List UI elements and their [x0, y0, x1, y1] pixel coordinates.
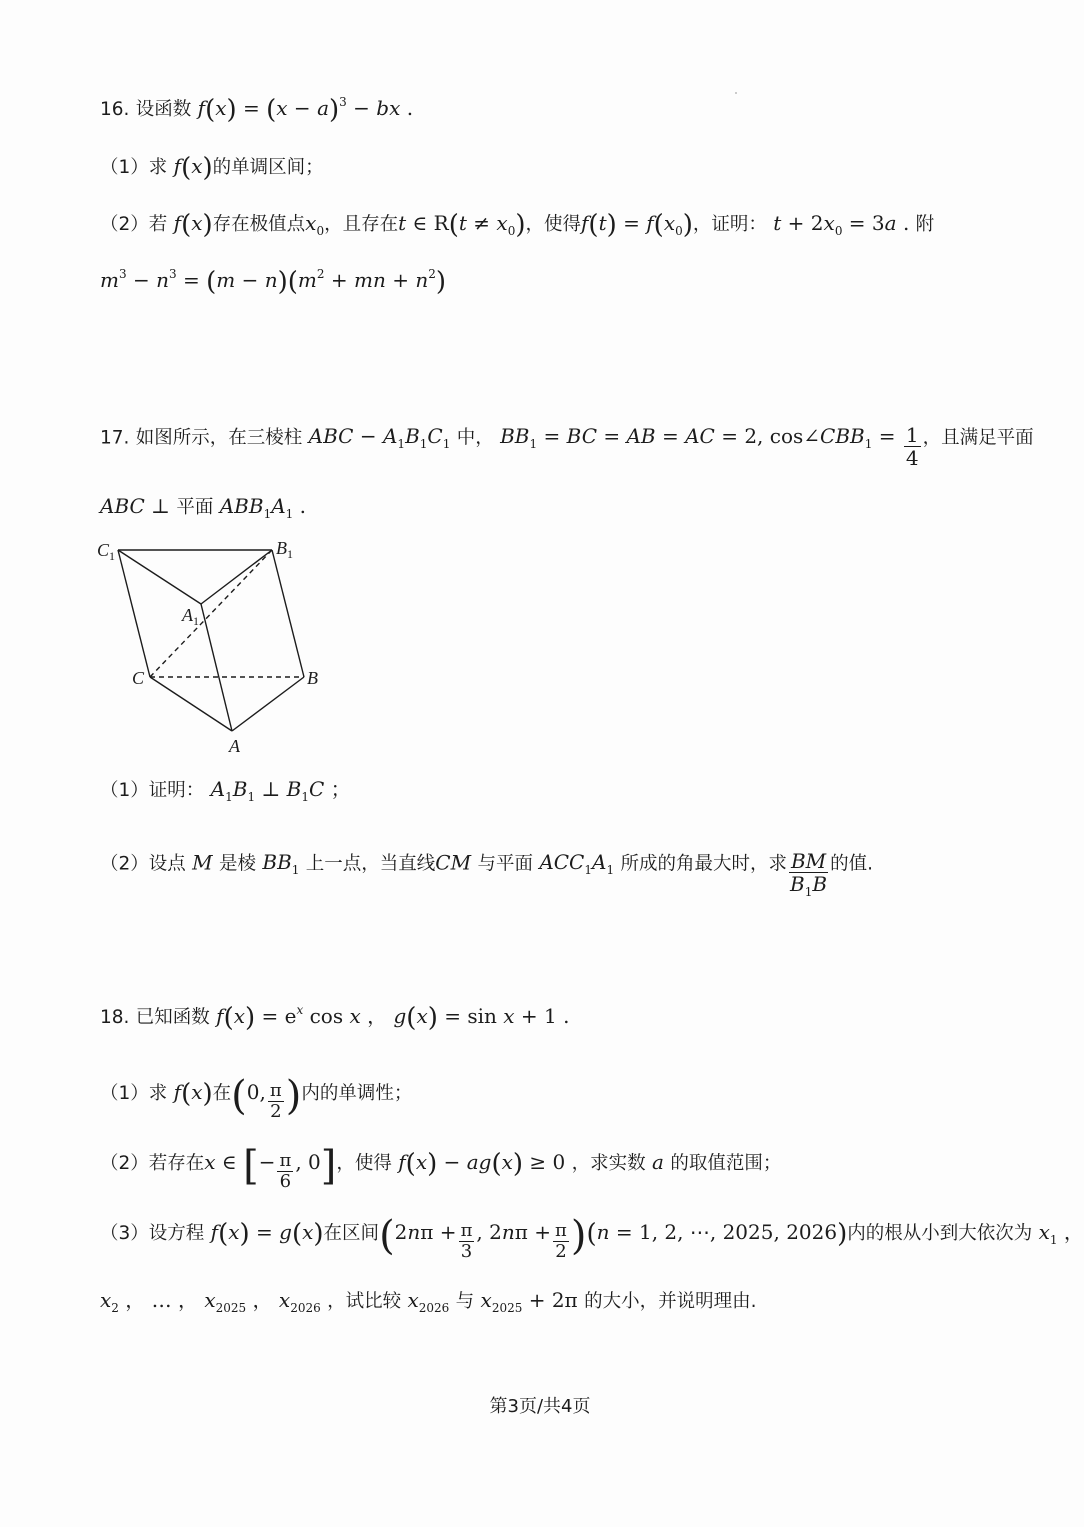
p18-q1-interval: (0, $\frac{\pi}{2}$ ) [231, 1073, 302, 1122]
p16-q1 [100, 155, 324, 181]
p16-q2-text-d: ，使得 [525, 214, 582, 235]
p18-number: 18. [100, 1007, 130, 1028]
p17-q1-tag: （1） [100, 780, 149, 801]
p18-q3-text-e: 与 [455, 1291, 475, 1312]
p18-q3-text-a: 设方程 [148, 1223, 205, 1244]
p18-q1-text-a: 求 [148, 1083, 168, 1104]
p17-given-conditions: $BB_1$ = BC = AB = AC = 2, $\cos\angle CBB_1$ = $\frac{1}{4}$ [500, 423, 919, 471]
p18-q1 [100, 1073, 413, 1122]
prism-figure [96, 536, 336, 766]
p18-q3-equation: f(x) = g(x) [210, 1219, 324, 1249]
p17-plane-abc: ABC ⊥ [100, 494, 170, 518]
p18-q1-tag: （1） [100, 1083, 149, 1104]
p18-q1-text-b: 在 [212, 1083, 232, 1104]
p16-q2-f-of-x: f(x) [173, 210, 213, 240]
p18-q2 [100, 1143, 782, 1192]
label-c: C [132, 668, 145, 688]
p17-q1 [100, 779, 351, 803]
p18-q2-text-d: 的取值范围； [670, 1153, 782, 1174]
p16-q2-tag: （2） [100, 214, 149, 235]
p16-function-formula: $f(x) = (x - a)^3$ − bx . [197, 95, 414, 125]
p18-q3-interval: (2nπ + $\frac{\pi}{3}$ , 2nπ + $\frac{\pi}{2}$ )(n = 1, 2, ⋯, 2025, 2026) [379, 1213, 848, 1262]
p16-q2-text-e: ，证明： [692, 214, 767, 235]
edge-a1-a [201, 604, 232, 731]
p17-q2-text-f: 的值. [830, 853, 874, 875]
edge-a-b [232, 677, 304, 731]
p16-q1-text-a: 求 [148, 157, 168, 178]
p18-q3-text-d: ，试比较 [327, 1291, 402, 1312]
p18-q1-text-c: 内的单调性； [301, 1083, 413, 1104]
p17-q2-text-d: 与平面 [477, 853, 533, 875]
p18-q2-interval: x ∈ [− $\frac{\pi}{6}$ , 0] [204, 1143, 337, 1192]
p18-q2-param-a: a [652, 1150, 664, 1174]
p17-q2 [100, 850, 873, 900]
p18-g-definition: g(x) = sin x + 1 . [393, 1003, 570, 1033]
p18-q3-text-b: 在区间 [323, 1223, 380, 1244]
p16-q2-t-in-r: t ∈ $R(t \ne x_0)$ [398, 210, 526, 240]
scan-speck [735, 92, 737, 94]
p18-q3-x2025-plus: $x_{2025} + 2\pi$ [480, 1288, 578, 1315]
p18-q2-tag: （2） [100, 1153, 149, 1174]
p17-q2-line-cm: CM [435, 850, 472, 875]
p18-q3-x2026: $x_{2026}$ [407, 1288, 450, 1315]
p17-q2-text-b: 是棱 [219, 853, 257, 875]
label-b1: $B_1$ [276, 538, 293, 561]
p16-q2-text-f: 附 [915, 214, 935, 235]
p16-hint-identity: $m^3 - n^3 = (m - n)(m^2$ + mn + $n^2$) [100, 267, 447, 297]
p17-q2-ratio: $\frac{BM}{B_1B}$ [790, 849, 828, 900]
p16-number: 16. [100, 99, 130, 120]
label-a: A [229, 736, 240, 756]
p17-stem-text-d: 平面 [176, 497, 214, 518]
p17-q2-edge: $BB_1$ [262, 850, 300, 878]
p16-q2-conclusion: $t + 2x_0 = 3a$ . [773, 211, 910, 238]
p18-q1-f-of-x: f(x) [173, 1079, 213, 1109]
p17-stem [100, 424, 1034, 470]
edge-a1-b1 [201, 550, 272, 604]
edge-c-a [150, 677, 232, 731]
p18-q2-inequality: f(x) − ag(x) ≥ 0 [398, 1149, 566, 1179]
p16-q2-text-a: 若 [148, 214, 168, 235]
p18-q3 [100, 1213, 1084, 1262]
p17-stem-text-b: 中， [456, 427, 494, 449]
p16-q2-x0: $x_0$ [305, 211, 325, 238]
p17-q1-formula: $A_1B_1$ ⊥ $B_1C$ ； [210, 777, 351, 804]
p18-q3-text-c: 内的根从小到大依次为 [847, 1223, 1033, 1244]
p17-q2-text-c: 上一点，当直线 [305, 853, 436, 875]
p17-stem-text-c: ，且满足平面 [922, 427, 1034, 449]
p17-q2-point-m: M [192, 850, 213, 875]
p18-q2-text-a: 若存在 [148, 1153, 205, 1174]
p17-plane-abb1a1: $ABB_1A_1$ . [219, 494, 307, 521]
p18-q2-text-b: ，使得 [336, 1153, 392, 1174]
page-footer: 第3页/共4页 [489, 1396, 591, 1417]
p17-q2-text-e: 所成的角最大时，求 [620, 853, 787, 875]
p16-q1-text-b: 的单调区间； [212, 157, 324, 178]
p16-q2-equation: $f(t) = f(x_0)$ [581, 210, 693, 240]
diagonal-c-b1-hidden [150, 550, 272, 677]
p16-q2-text-c: ，且存在 [324, 214, 399, 235]
p17-q2-tag: （2） [100, 853, 149, 875]
p18-q3-root-list: $x_2$ ， … ， $x_{2025}$ ， $x_{2026}$ [100, 1288, 321, 1315]
p17-q1-text: 证明： [148, 780, 205, 801]
label-c1: $C_1$ [97, 540, 116, 563]
p17-prism-name: ABC − $A_1B_1C_1$ [308, 424, 451, 452]
p18-q2-text-c: ，求实数 [571, 1153, 646, 1174]
edge-c1-a1 [118, 550, 201, 604]
p18-stem [100, 1004, 569, 1031]
p16-q1-formula: f(x) [173, 153, 213, 183]
p18-q3-line2 [100, 1290, 756, 1314]
p18-q3-text-f: 的大小，并说明理由. [584, 1291, 757, 1312]
p17-stem-text-a: 如图所示，在三棱柱 [135, 427, 303, 449]
p18-stem-text: 已知函数 [135, 1007, 210, 1028]
p17-number: 17. [100, 427, 130, 449]
label-b: B [307, 668, 318, 688]
p17-q2-plane: $ACC_1A_1$ [539, 850, 615, 878]
label-a1: $A_1$ [182, 605, 199, 628]
p16-q2-text-b: 存在极值点 [212, 214, 306, 235]
p18-q3-tag: （3） [100, 1223, 149, 1244]
p17-stem-line2 [100, 496, 306, 520]
edge-b1-b [272, 550, 304, 677]
p16-stem-text: 设函数 [135, 99, 192, 120]
p18-q3-x1: $x_1$ ， [1038, 1220, 1084, 1247]
p16-q2 [100, 212, 934, 238]
p17-q2-text-a: 设点 [148, 853, 186, 875]
p16-q1-tag: （1） [100, 157, 149, 178]
p16-stem [100, 96, 413, 123]
edge-c1-c [118, 550, 150, 677]
p18-f-definition: $f(x) = e^x$ cos x ， [216, 1003, 388, 1033]
